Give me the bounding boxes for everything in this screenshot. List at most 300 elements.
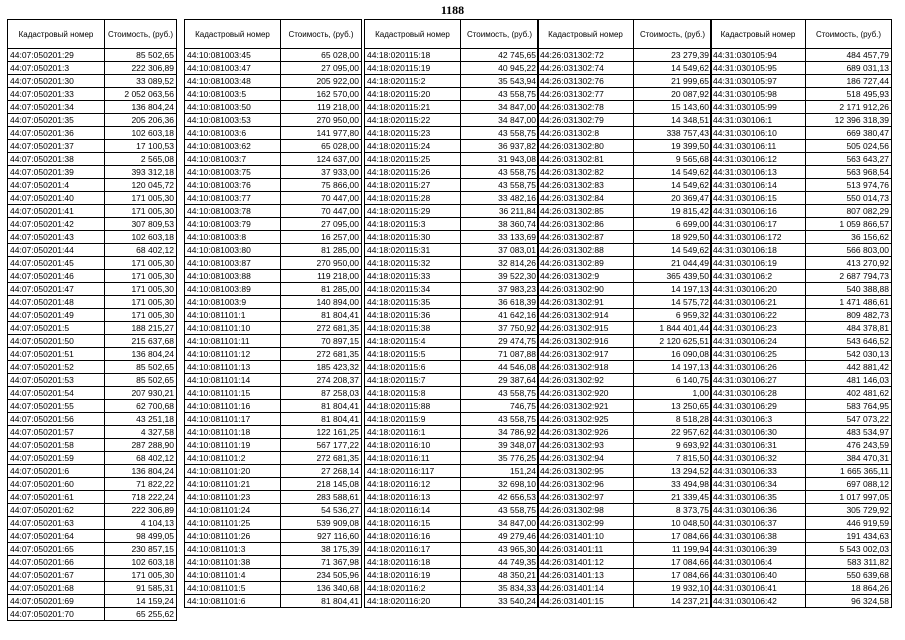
cost-cell: 9 693,92 [634, 439, 712, 452]
cadastral-number-cell: 44:07:050201:43 [8, 231, 105, 244]
cost-cell: 8 518,28 [634, 413, 712, 426]
cost-cell: 71 822,22 [105, 478, 177, 491]
cadastral-number-cell: 44:18:020115:32 [365, 257, 461, 270]
cost-cell: 37 750,92 [461, 322, 539, 335]
cost-cell: 547 073,22 [806, 413, 892, 426]
table-row [8, 530, 177, 543]
table-row [365, 179, 539, 192]
table-row [538, 244, 712, 257]
cadastral-number-cell: 44:26:031302:88 [538, 244, 634, 257]
table-row [365, 569, 539, 582]
cost-cell: 272 681,35 [281, 348, 362, 361]
cadastral-number-cell: 44:18:020115:33 [365, 270, 461, 283]
cost-cell: 41 642,16 [461, 309, 539, 322]
table-row [538, 270, 712, 283]
cost-cell: 550 639,68 [806, 569, 892, 582]
cost-cell: 49 279,46 [461, 530, 539, 543]
table-row [538, 439, 712, 452]
cost-cell: 1 844 401,44 [634, 322, 712, 335]
cadastral-number-cell: 44:26:031302:99 [538, 517, 634, 530]
cadastral-number-cell: 44:18:020116:18 [365, 556, 461, 569]
cadastral-number-cell: 44:07:050201:62 [8, 504, 105, 517]
cadastral-number-cell: 44:18:020115:25 [365, 153, 461, 166]
cost-cell: 476 243,59 [806, 439, 892, 452]
table-row [185, 582, 362, 595]
table-row [365, 439, 539, 452]
cost-cell: 10 048,50 [634, 517, 712, 530]
cadastral-number-cell: 44:10:081101:38 [185, 556, 281, 569]
cost-cell: 98 499,05 [105, 530, 177, 543]
cadastral-number-cell: 44:31:030106:26 [711, 361, 806, 374]
cost-cell: 442 881,42 [806, 361, 892, 374]
cadastral-number-cell: 44:31:030105:99 [711, 101, 806, 114]
cost-cell: 1 665 365,11 [806, 465, 892, 478]
table-row [365, 504, 539, 517]
cost-cell: 566 803,00 [806, 244, 892, 257]
table-row [538, 452, 712, 465]
table-row [185, 361, 362, 374]
table-row [711, 231, 892, 244]
cadastral-number-cell: 44:18:020115:31 [365, 244, 461, 257]
cost-cell: 20 087,92 [634, 88, 712, 101]
table-row [365, 49, 539, 62]
cost-cell: 85 502,65 [105, 374, 177, 387]
cost-cell: 13 294,52 [634, 465, 712, 478]
cost-cell: 484 378,81 [806, 322, 892, 335]
table-row [711, 400, 892, 413]
table-row [711, 569, 892, 582]
cadastral-number-cell: 44:26:031302:77 [538, 88, 634, 101]
table-row [538, 296, 712, 309]
table-row [8, 218, 177, 231]
table-row [185, 452, 362, 465]
table-row [185, 192, 362, 205]
table-row [538, 491, 712, 504]
cadastral-number-cell: 44:10:081003:62 [185, 140, 281, 153]
table-row [365, 465, 539, 478]
cadastral-number-cell: 44:18:020116:19 [365, 569, 461, 582]
cost-cell: 669 380,47 [806, 127, 892, 140]
table-row [365, 244, 539, 257]
cost-cell: 2 052 063,56 [105, 88, 177, 101]
cadastral-number-cell: 44:18:020115:26 [365, 166, 461, 179]
cost-cell: 18 929,50 [634, 231, 712, 244]
cost-cell: 17 084,66 [634, 530, 712, 543]
table-row [711, 439, 892, 452]
table-row [538, 75, 712, 88]
table-row [185, 166, 362, 179]
table-row [711, 465, 892, 478]
table-row [8, 452, 177, 465]
cadastral-number-cell: 44:31:030106:11 [711, 140, 806, 153]
cadastral-number-cell: 44:31:030106:21 [711, 296, 806, 309]
cadastral-number-cell: 44:31:030106:15 [711, 192, 806, 205]
table-row [185, 413, 362, 426]
cost-cell: 583 764,95 [806, 400, 892, 413]
cadastral-number-cell: 44:07:050201:51 [8, 348, 105, 361]
cost-cell: 283 588,61 [281, 491, 362, 504]
cost-cell: 205 206,36 [105, 114, 177, 127]
table-row [8, 478, 177, 491]
cost-cell: 270 950,00 [281, 257, 362, 270]
cadastral-number-cell: 44:31:030106:37 [711, 517, 806, 530]
cadastral-number-cell: 44:18:020116:11 [365, 452, 461, 465]
cadastre-table-1 [7, 19, 177, 621]
cadastral-number-cell: 44:07:050201:52 [8, 361, 105, 374]
cost-cell: 14 575,72 [634, 296, 712, 309]
cost-cell: 122 161,25 [281, 426, 362, 439]
cost-cell: 44 749,35 [461, 556, 539, 569]
cadastral-number-cell: 44:18:020115:27 [365, 179, 461, 192]
cost-cell: 689 031,13 [806, 62, 892, 75]
table-row [711, 517, 892, 530]
cadastral-number-cell: 44:18:020116:2 [365, 582, 461, 595]
table-row [8, 231, 177, 244]
table-row [711, 595, 892, 608]
table-header-row [8, 20, 177, 49]
cadastral-number-cell: 44:18:020116:16 [365, 530, 461, 543]
cadastre-table-5 [710, 19, 892, 608]
table-row [365, 192, 539, 205]
cadastral-number-cell: 44:31:030106:23 [711, 322, 806, 335]
table-row [365, 335, 539, 348]
cadastral-number-cell: 44:10:081101:17 [185, 413, 281, 426]
table-row [8, 491, 177, 504]
cadastral-number-cell: 44:07:050201:38 [8, 153, 105, 166]
cadastral-number-cell: 44:26:031401:10 [538, 530, 634, 543]
cost-cell: 171 005,30 [105, 569, 177, 582]
table-row [8, 244, 177, 257]
cost-cell: 81 285,00 [281, 283, 362, 296]
cost-cell: 136 804,24 [105, 465, 177, 478]
table-row [185, 504, 362, 517]
cost-cell: 215 637,68 [105, 335, 177, 348]
table-row [185, 556, 362, 569]
table-row [8, 556, 177, 569]
table-row [365, 62, 539, 75]
cost-cell: 42 745,65 [461, 49, 539, 62]
cost-cell: 2 171 912,26 [806, 101, 892, 114]
table-row [711, 478, 892, 491]
cadastral-number-cell: 44:31:030106:28 [711, 387, 806, 400]
cost-cell: 6 959,32 [634, 309, 712, 322]
table-row [365, 309, 539, 322]
cadastral-number-cell: 44:10:081101:18 [185, 426, 281, 439]
table-row [711, 335, 892, 348]
cadastral-number-cell: 44:10:081101:15 [185, 387, 281, 400]
cost-cell: 563 968,54 [806, 166, 892, 179]
table-row [8, 322, 177, 335]
table-row [185, 218, 362, 231]
cadastral-number-cell: 44:18:020116:20 [365, 595, 461, 608]
cost-cell: 205 922,00 [281, 75, 362, 88]
cost-cell: 393 312,18 [105, 166, 177, 179]
cadastral-number-cell: 44:07:050201:34 [8, 101, 105, 114]
cadastral-number-cell: 44:31:030106:14 [711, 179, 806, 192]
cost-cell: 124 637,00 [281, 153, 362, 166]
cost-cell: 43 251,18 [105, 413, 177, 426]
table-row [365, 257, 539, 270]
cadastral-number-cell: 44:31:030105:98 [711, 88, 806, 101]
cadastral-number-cell: 44:31:030106:17 [711, 218, 806, 231]
cost-cell: 54 536,27 [281, 504, 362, 517]
table-row [538, 413, 712, 426]
cost-cell: 384 470,31 [806, 452, 892, 465]
table-row [711, 101, 892, 114]
cost-cell: 68 402,12 [105, 244, 177, 257]
table-row [185, 478, 362, 491]
cadastral-number-cell: 44:07:050201:33 [8, 88, 105, 101]
cost-cell: 9 565,68 [634, 153, 712, 166]
cost-cell: 583 311,82 [806, 556, 892, 569]
cost-cell: 2 687 794,73 [806, 270, 892, 283]
cost-cell: 33 494,98 [634, 478, 712, 491]
cadastral-number-cell: 44:26:031401:13 [538, 569, 634, 582]
cost-cell: 14 549,62 [634, 244, 712, 257]
cadastral-number-cell: 44:31:030106:39 [711, 543, 806, 556]
cost-cell: 483 534,97 [806, 426, 892, 439]
cadastral-number-cell: 44:10:081101:21 [185, 478, 281, 491]
table-row [538, 426, 712, 439]
cadastral-number-cell: 44:31:030106:3 [711, 413, 806, 426]
cadastral-number-cell: 44:07:050201:35 [8, 114, 105, 127]
cost-cell: 4 104,13 [105, 517, 177, 530]
cadastral-number-cell: 44:10:081003:5 [185, 88, 281, 101]
cost-cell: 305 729,92 [806, 504, 892, 517]
cost-cell: 234 505,96 [281, 569, 362, 582]
cost-cell: 12 396 318,39 [806, 114, 892, 127]
cost-cell: 14 159,24 [105, 595, 177, 608]
header-cadastral-number: Кадастровый номер [538, 20, 634, 49]
cadastral-number-cell: 44:26:031302:96 [538, 478, 634, 491]
table-row [8, 49, 177, 62]
table-row [185, 348, 362, 361]
cost-cell: 37 983,23 [461, 283, 539, 296]
cost-cell: 4 327,58 [105, 426, 177, 439]
table-row [185, 491, 362, 504]
cadastral-number-cell: 44:18:020115:3 [365, 218, 461, 231]
cost-cell: 484 457,79 [806, 49, 892, 62]
cost-cell: 162 570,00 [281, 88, 362, 101]
table-row [365, 270, 539, 283]
header-cost: Стоимость, (руб.) [281, 20, 362, 49]
cadastral-number-cell: 44:10:081101:12 [185, 348, 281, 361]
table-row [538, 530, 712, 543]
cost-cell: 365 439,50 [634, 270, 712, 283]
cost-cell: 29 387,64 [461, 374, 539, 387]
cost-cell: 34 847,00 [461, 114, 539, 127]
cadastral-number-cell: 44:10:081003:87 [185, 257, 281, 270]
cadastral-number-cell: 44:10:081003:89 [185, 283, 281, 296]
cost-cell: 31 943,08 [461, 153, 539, 166]
cost-cell: 1 017 997,05 [806, 491, 892, 504]
table-row [8, 296, 177, 309]
cadastral-number-cell: 44:26:031302:914 [538, 309, 634, 322]
table-header-row [365, 20, 539, 49]
cadastre-table-4 [537, 19, 712, 608]
cost-cell: 120 045,72 [105, 179, 177, 192]
table-row [365, 387, 539, 400]
table-row [365, 478, 539, 491]
cost-cell: 43 558,75 [461, 387, 539, 400]
cadastral-number-cell: 44:18:020116:117 [365, 465, 461, 478]
cost-cell: 230 857,15 [105, 543, 177, 556]
cadastral-number-cell: 44:31:030106:1 [711, 114, 806, 127]
cadastral-number-cell: 44:26:031302:926 [538, 426, 634, 439]
cost-cell: 33 540,24 [461, 595, 539, 608]
cadastral-number-cell: 44:26:031401:14 [538, 582, 634, 595]
cost-cell: 22 957,62 [634, 426, 712, 439]
cadastral-number-cell: 44:18:020115:28 [365, 192, 461, 205]
cost-cell: 36 618,39 [461, 296, 539, 309]
cost-cell: 43 558,75 [461, 166, 539, 179]
table-row [8, 75, 177, 88]
cadastral-number-cell: 44:31:030106:38 [711, 530, 806, 543]
cadastral-number-cell: 44:10:081101:26 [185, 530, 281, 543]
cadastral-number-cell: 44:26:031302:98 [538, 504, 634, 517]
table-row [8, 543, 177, 556]
cost-cell: 13 250,65 [634, 400, 712, 413]
cadastral-number-cell: 44:26:031401:15 [538, 595, 634, 608]
cost-cell: 17 084,66 [634, 569, 712, 582]
cadastral-number-cell: 44:10:081101:23 [185, 491, 281, 504]
cadastral-number-cell: 44:18:020116:13 [365, 491, 461, 504]
cost-cell: 413 270,92 [806, 257, 892, 270]
cadastral-number-cell: 44:07:050201:42 [8, 218, 105, 231]
cost-cell: 191 434,63 [806, 530, 892, 543]
table-row [185, 75, 362, 88]
page-number: 1188 [440, 3, 465, 17]
cadastral-number-cell: 44:07:050201:68 [8, 582, 105, 595]
table-row [185, 296, 362, 309]
cadastral-number-cell: 44:07:050201:57 [8, 426, 105, 439]
cadastral-number-cell: 44:10:081003:8 [185, 231, 281, 244]
cadastral-number-cell: 44:07:050201:55 [8, 400, 105, 413]
cadastral-number-cell: 44:18:020115:30 [365, 231, 461, 244]
table-row [365, 231, 539, 244]
cost-cell: 70 447,00 [281, 205, 362, 218]
cadastral-number-cell: 44:26:031401:11 [538, 543, 634, 556]
table-row [711, 530, 892, 543]
cost-cell: 27 095,00 [281, 62, 362, 75]
cadastral-number-cell: 44:18:020115:5 [365, 348, 461, 361]
cadastral-number-cell: 44:31:030106:4 [711, 556, 806, 569]
cadastral-number-cell: 44:18:020115:38 [365, 322, 461, 335]
table-row [538, 127, 712, 140]
table-row [711, 153, 892, 166]
cadastral-number-cell: 44:26:031302:81 [538, 153, 634, 166]
table-row [711, 218, 892, 231]
cadastral-number-cell: 44:07:050201:67 [8, 569, 105, 582]
table-row [538, 62, 712, 75]
table-row [365, 452, 539, 465]
table-row [8, 257, 177, 270]
table-row [711, 452, 892, 465]
table-row [538, 374, 712, 387]
cadastral-number-cell: 44:07:050201:49 [8, 309, 105, 322]
cost-cell: 1 059 866,57 [806, 218, 892, 231]
cadastral-number-cell: 44:31:030106:31 [711, 439, 806, 452]
cadastral-number-cell: 44:10:081101:14 [185, 374, 281, 387]
cost-cell: 2 120 625,51 [634, 335, 712, 348]
table-row [8, 608, 177, 621]
table-row [185, 179, 362, 192]
cost-cell: 43 558,75 [461, 504, 539, 517]
table-row [711, 140, 892, 153]
cadastral-number-cell: 44:07:050201:70 [8, 608, 105, 621]
table-row [8, 361, 177, 374]
cadastral-number-cell: 44:31:030106:19 [711, 257, 806, 270]
cadastral-number-cell: 44:18:020115:36 [365, 309, 461, 322]
cost-cell: 141 977,80 [281, 127, 362, 140]
cadastral-number-cell: 44:10:081101:25 [185, 517, 281, 530]
cadastral-number-cell: 44:26:031302:921 [538, 400, 634, 413]
table-row [185, 231, 362, 244]
cadastral-number-cell: 44:31:030106:13 [711, 166, 806, 179]
cadastral-number-cell: 44:31:030105:94 [711, 49, 806, 62]
table-row [8, 205, 177, 218]
table-row [365, 283, 539, 296]
cost-cell: 14 348,51 [634, 114, 712, 127]
table-row [365, 556, 539, 569]
cadastral-number-cell: 44:18:020116:14 [365, 504, 461, 517]
table-row [8, 62, 177, 75]
table-row [8, 283, 177, 296]
cadastral-number-cell: 44:07:050201:3 [8, 62, 105, 75]
cadastral-number-cell: 44:26:031302:917 [538, 348, 634, 361]
cadastral-number-cell: 44:31:030106:16 [711, 205, 806, 218]
cadastral-number-cell: 44:10:081101:10 [185, 322, 281, 335]
cost-cell: 16 090,08 [634, 348, 712, 361]
cadastral-number-cell: 44:07:050201:41 [8, 205, 105, 218]
cost-cell: 171 005,30 [105, 257, 177, 270]
table-row [185, 400, 362, 413]
table-row [538, 517, 712, 530]
table-row [365, 140, 539, 153]
cost-cell: 38 360,74 [461, 218, 539, 231]
cost-cell: 14 197,13 [634, 361, 712, 374]
cadastral-number-cell: 44:26:031302:78 [538, 101, 634, 114]
header-cadastral-number: Кадастровый номер [711, 20, 806, 49]
cadastral-number-cell: 44:18:020116:15 [365, 517, 461, 530]
cadastral-number-cell: 44:26:031302:76 [538, 75, 634, 88]
cadastral-number-cell: 44:10:081101:1 [185, 309, 281, 322]
cost-cell: 6 140,75 [634, 374, 712, 387]
cost-cell: 16 257,00 [281, 231, 362, 244]
table-row [8, 504, 177, 517]
table-row [711, 257, 892, 270]
cost-cell: 36 211,84 [461, 205, 539, 218]
table-row [538, 166, 712, 179]
cadastral-number-cell: 44:26:031302:72 [538, 49, 634, 62]
table-row [538, 582, 712, 595]
table-row [538, 218, 712, 231]
cadastral-number-cell: 44:26:031302:93 [538, 439, 634, 452]
table-row [365, 543, 539, 556]
table-row [8, 413, 177, 426]
table-row [185, 309, 362, 322]
cost-cell: 270 950,00 [281, 114, 362, 127]
table-row [185, 283, 362, 296]
table-row [185, 101, 362, 114]
table-row [711, 348, 892, 361]
cost-cell: 33 089,52 [105, 75, 177, 88]
cadastral-number-cell: 44:18:020115:7 [365, 374, 461, 387]
table-row [8, 335, 177, 348]
table-row [185, 335, 362, 348]
cadastral-number-cell: 44:26:031302:85 [538, 205, 634, 218]
cost-cell: 43 558,75 [461, 88, 539, 101]
